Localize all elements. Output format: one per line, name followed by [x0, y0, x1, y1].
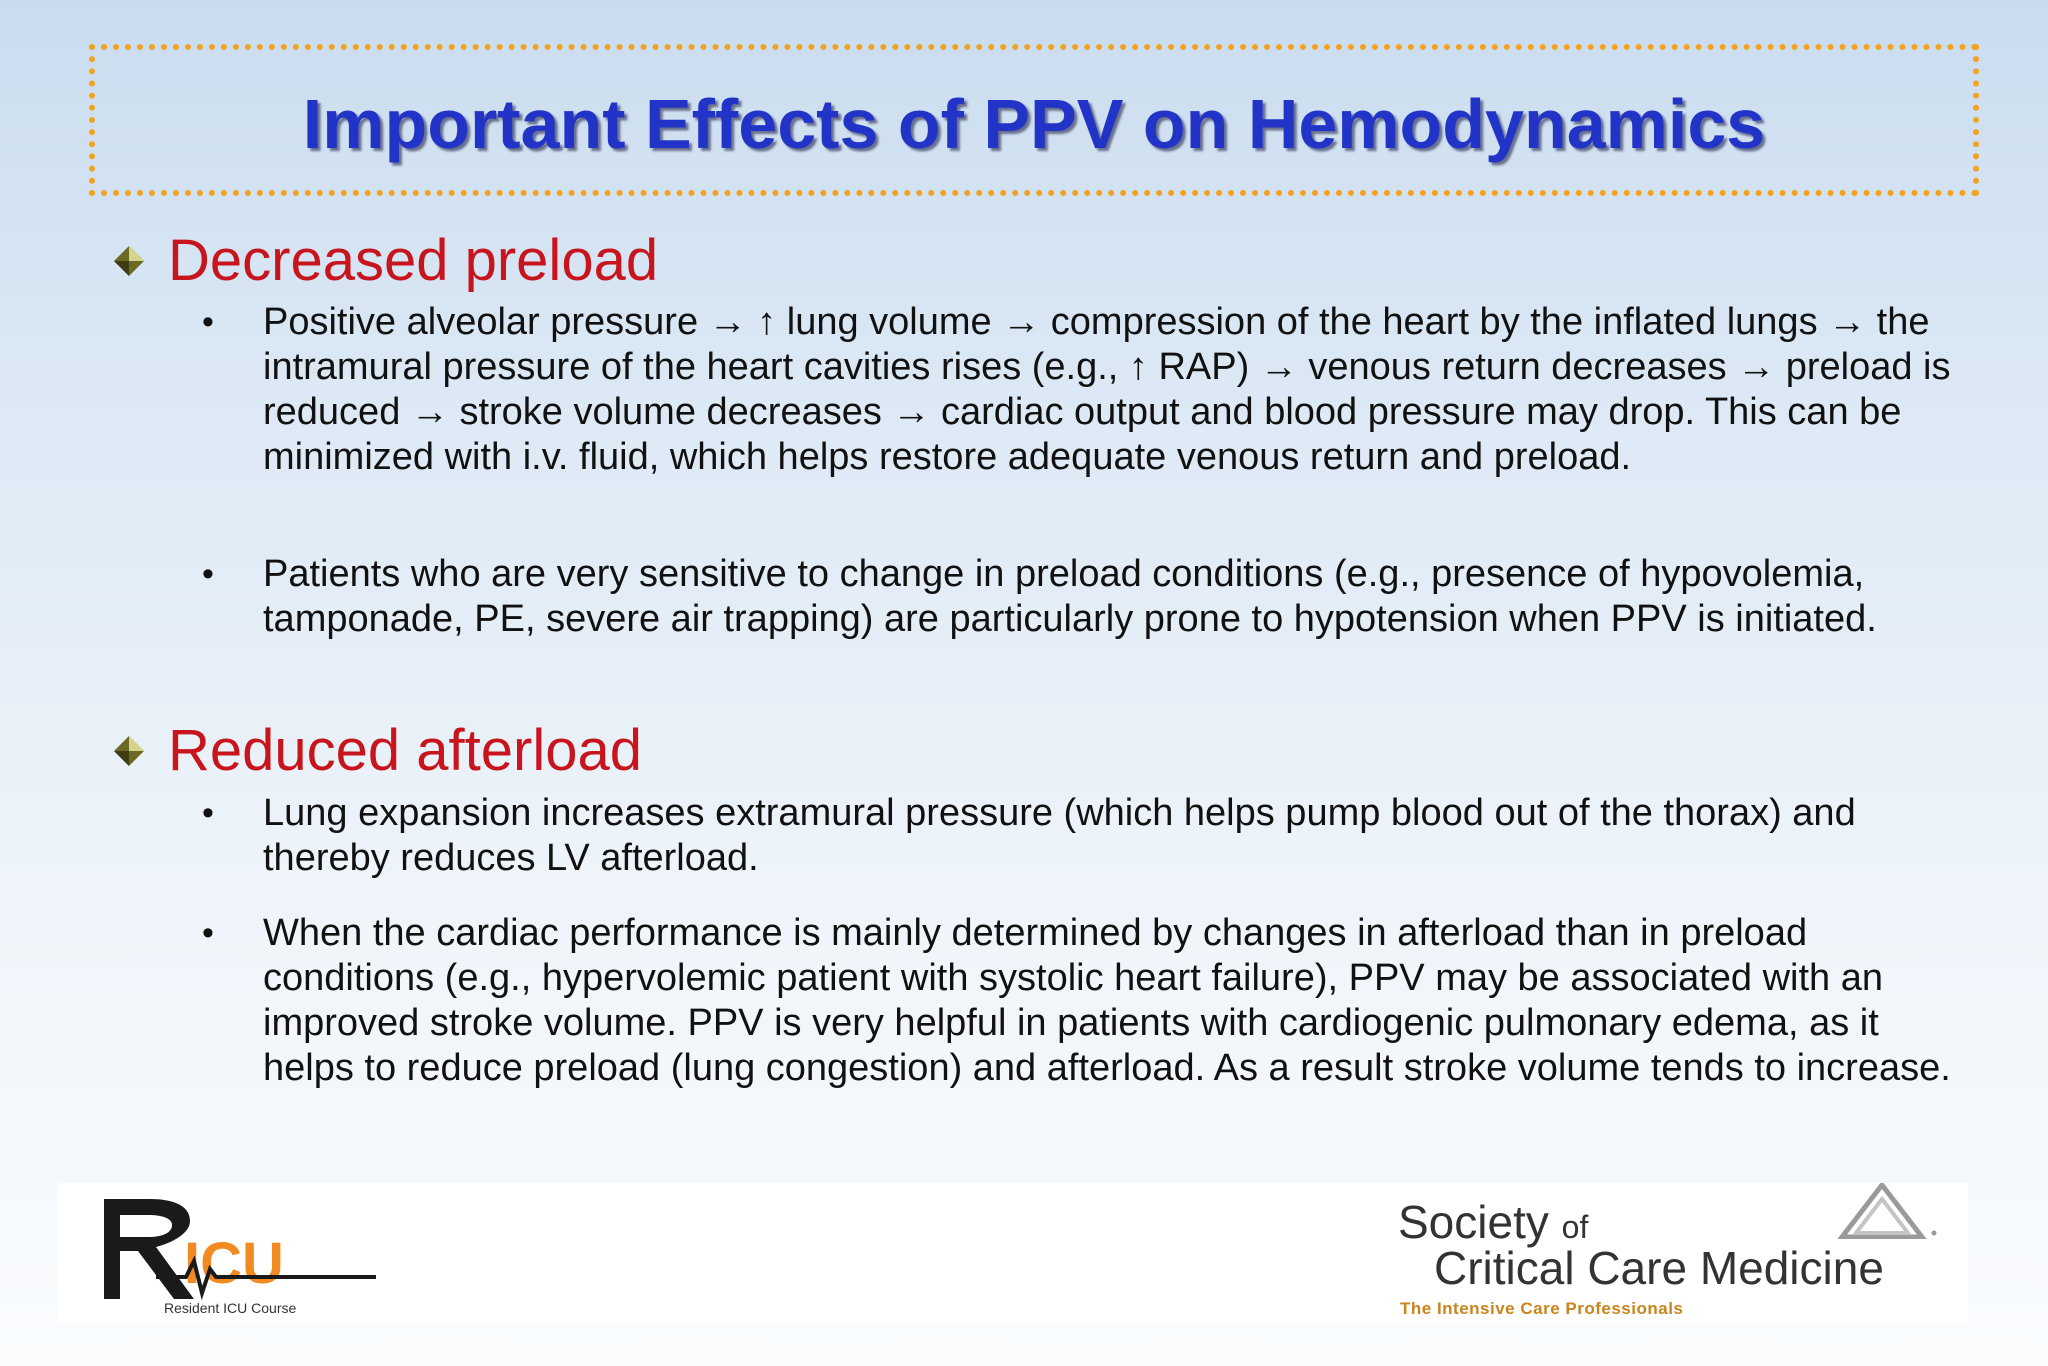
bullet-dot: •	[202, 555, 214, 593]
bullet-dot: •	[202, 794, 214, 832]
section-heading-text: Reduced afterload	[168, 718, 642, 783]
bullet-text: Positive alveolar pressure → ↑ lung volume → compression of the heart by the inflated lungs → the intramural pressure of the heart cavities rises (e.g., ↑ RAP) → venous return decreases → preload is reduced → stroke volume decreases → cardiac output and blood pressure may drop. This can be minimized with i.v. fluid, which helps restore adequate venous return and preload.	[263, 301, 1951, 478]
title-frame	[89, 44, 1979, 196]
diamond-bullet-icon	[112, 734, 146, 768]
sccm-tagline: The Intensive Care Professionals	[1400, 1299, 1684, 1318]
ricu-logo	[86, 1191, 386, 1316]
bullet-text: When the cardiac performance is mainly determined by changes in afterload than in preload conditions (e.g., hypervolemic patient with systolic heart failure), PPV may be associated with an improved stroke volume. PPV is very helpful in patients with cardiogenic pulmonary edema, as it helps to reduce preload (lung congestion) and afterload. As a result stroke volume tends to increase.	[263, 912, 1951, 1089]
sccm-society-word: Society	[1398, 1196, 1549, 1248]
list-item	[202, 552, 1962, 642]
section-heading-preload	[112, 228, 659, 293]
slide-title: Important Effects of PPV on Hemodynamics	[302, 85, 1766, 163]
ricu-letters: ICU	[184, 1231, 284, 1296]
section-heading-text: Decreased preload	[168, 228, 659, 293]
sccm-logo	[1398, 1183, 1958, 1323]
sccm-name: Critical Care Medicine	[1434, 1242, 1884, 1294]
list-item	[202, 791, 1962, 881]
sccm-triangle-icon	[1834, 1183, 1944, 1239]
ricu-caption: Resident ICU Course	[164, 1300, 297, 1316]
bullet-text: Lung expansion increases extramural pressure (which helps pump blood out of the thorax) and thereby reduces LV afterload.	[263, 792, 1856, 879]
bullet-dot: •	[202, 914, 214, 952]
footer-logo-bar	[58, 1183, 1968, 1323]
sccm-of-word: of	[1561, 1209, 1589, 1245]
diamond-bullet-icon	[112, 244, 146, 278]
section-heading-afterload	[112, 718, 642, 783]
list-item	[202, 300, 1962, 480]
list-item	[202, 911, 1962, 1091]
bullet-text: Patients who are very sensitive to change in preload conditions (e.g., presence of hypovolemia, tamponade, PE, severe air trapping) are particularly prone to hypotension when PPV is initiated.	[263, 553, 1877, 640]
bullet-dot: •	[202, 303, 214, 341]
